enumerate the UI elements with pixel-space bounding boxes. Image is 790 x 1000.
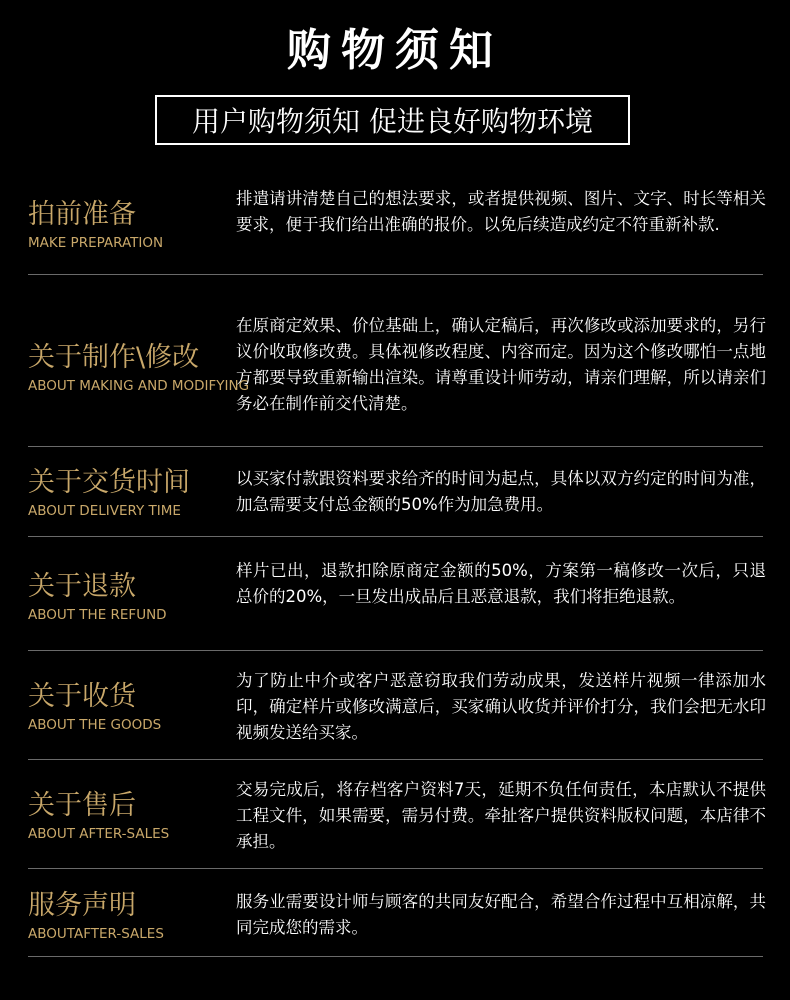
section-text: 交易完成后，将存档客户资料7天，延期不负任何责任，本店默认不提供工程文件，如果需要，需另付费。牵扯客户提供资料版权问题，本店律不承担。: [236, 780, 766, 851]
section-heading: [28, 466, 228, 520]
section-title-en: ABOUT DELIVERY TIME: [28, 503, 181, 519]
section-text: 样片已出，退款扣除原商定金额的50%，方案第一稿修改一次后，只退总价的20%，一旦发出成品后且恶意退款，我们将拒绝退款。: [236, 561, 766, 606]
divider: [28, 274, 763, 275]
section-text: 以买家付款跟资料要求给齐的时间为起点，具体以双方约定的时间为准，加急需要支付总金额的50%作为加急费用。: [236, 469, 766, 514]
divider: [28, 536, 763, 537]
section-heading: [28, 198, 228, 252]
section-title-cn: 服务声明: [28, 890, 136, 921]
section-text: 排遣请讲清楚自己的想法要求，或者提供视频、图片、文字、时长等相关要求，便于我们给出准确的报价。以免后续造成约定不符重新补款.: [236, 189, 766, 234]
divider: [28, 650, 763, 651]
subtitle-banner: [155, 95, 630, 145]
section-title-cn: 关于制作\修改: [28, 342, 200, 373]
section-title-en: ABOUT THE GOODS: [28, 717, 162, 733]
section-title-en: MAKE PREPARATION: [28, 235, 164, 251]
section-heading: [28, 341, 250, 395]
divider: [28, 759, 763, 760]
page-title: 购物须知: [287, 25, 503, 76]
divider: [28, 868, 763, 869]
section-title-en: ABOUTAFTER-SALES: [28, 926, 164, 942]
section-title-en: ABOUT THE REFUND: [28, 607, 167, 623]
section-heading: [28, 570, 228, 624]
section-title-en: ABOUT AFTER-SALES: [28, 826, 170, 842]
divider: [28, 446, 763, 447]
section-title-cn: 关于退款: [28, 571, 136, 602]
section-heading: [28, 789, 228, 843]
subtitle-text: 用户购物须知 促进良好购物环境: [192, 105, 593, 138]
section-text: 在原商定效果、价位基础上，确认定稿后，再次修改或添加要求的，另行议价收取修改费。具体视修改程度、内容而定。因为这个修改哪怕一点地方都要导致重新输出渲染。请尊重设计师劳动，请亲们理解，所以请亲们务必在制作前交代清楚。: [236, 316, 766, 413]
section-title-cn: 拍前准备: [28, 199, 136, 230]
section-title-cn: 关于交货时间: [28, 467, 190, 498]
section-text: 为了防止中介或客户恶意窃取我们劳动成果，发送样片视频一律添加水印，确定样片或修改满意后，买家确认收货并评价打分，我们会把无水印视频发送给买家。: [236, 671, 766, 742]
section-title-cn: 关于售后: [28, 790, 136, 821]
section-heading: [28, 889, 228, 943]
section-heading: [28, 680, 228, 734]
section-title-cn: 关于收货: [28, 681, 136, 712]
section-title-en: ABOUT MAKING AND MODIFYING: [28, 378, 250, 394]
section-text: 服务业需要设计师与顾客的共同友好配合，希望合作过程中互相凉解，共同完成您的需求。: [236, 892, 766, 937]
divider: [28, 956, 763, 957]
